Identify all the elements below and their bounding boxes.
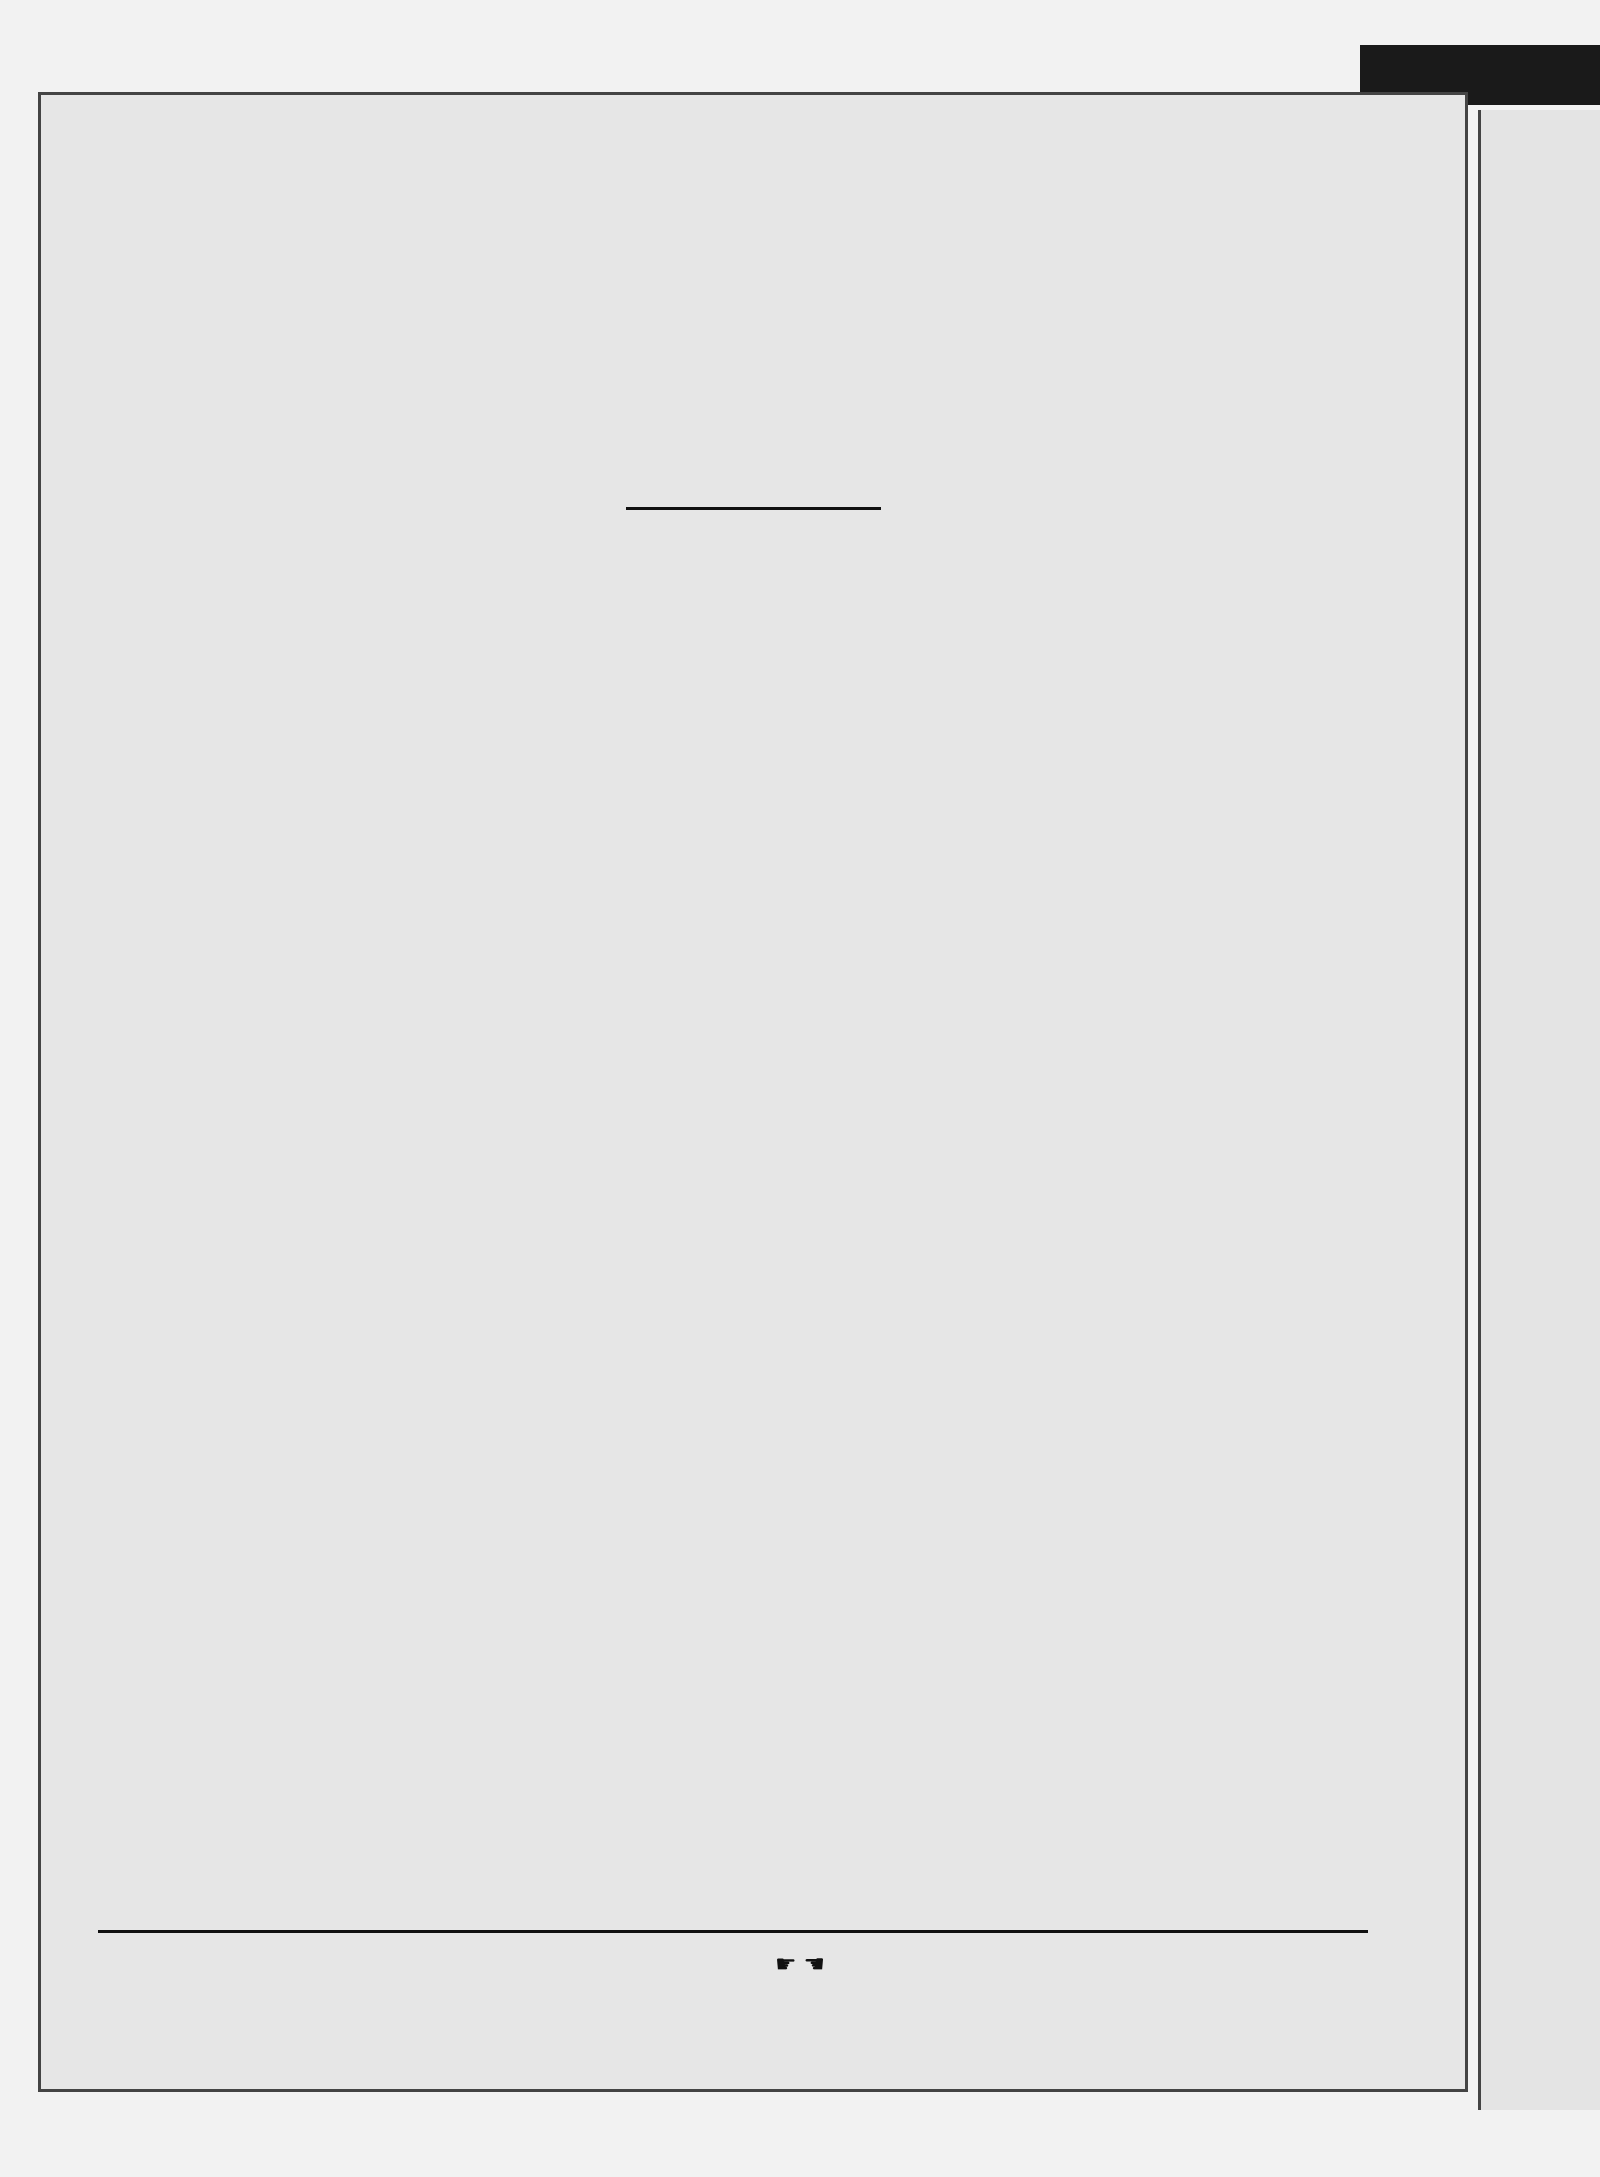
pointing-hand-left-icon: ☚ — [803, 1950, 825, 1978]
footer-notice — [0, 1950, 1600, 1978]
title-rule — [626, 507, 881, 510]
directory-columns — [58, 540, 1378, 1940]
pointing-hand-right-icon: ☛ — [775, 1950, 797, 1978]
bottom-rule — [98, 1930, 1368, 1933]
adjacent-page-edge — [1478, 110, 1600, 2110]
